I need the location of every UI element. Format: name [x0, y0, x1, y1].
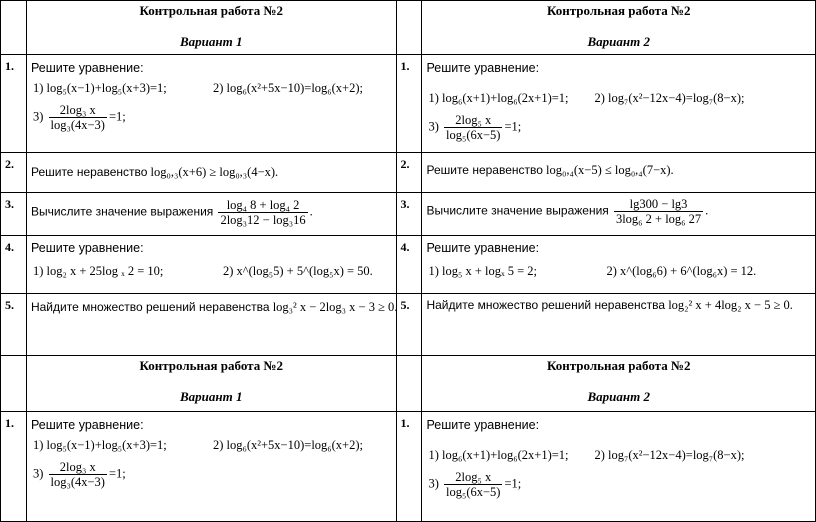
- inequality: log₀,₃(x+6) ≥ log₀,₃(4−x).: [150, 165, 279, 179]
- inequality: log₂² x + 4log₂ x − 5 ≥ 0.: [668, 298, 793, 312]
- task-2-v1: [26, 153, 396, 193]
- header-cell-v2: [422, 356, 816, 412]
- header-cell-v1: [26, 1, 396, 55]
- task-number: 1.: [1, 412, 27, 522]
- task-prompt: Решите уравнение:: [30, 61, 144, 75]
- task-prompt: Вычислите значение выражения: [30, 204, 214, 219]
- test-title: Контрольная работа №2: [139, 358, 284, 373]
- task-number: 3.: [396, 193, 422, 236]
- task-3-v1: Вычислите значение выражения $\frac{\text{log₄ 8 + log₄ 2}}{\text{2log₃12 − log₃16}}$ .: [26, 193, 396, 236]
- task-1-v1: [26, 55, 396, 153]
- task-prompt: Вычислите значение выражения: [426, 203, 609, 218]
- task-1-v2: [422, 55, 816, 153]
- task-number: 5.: [396, 294, 422, 356]
- task-prompt: Решите уравнение:: [30, 418, 144, 432]
- task-number: 2.: [1, 153, 27, 193]
- task-prompt: Решите неравенство: [30, 165, 148, 179]
- inequality: log₃² x − 2log₃ x − 3 ≥ 0.: [272, 300, 398, 314]
- task-number: 1.: [396, 55, 422, 153]
- task-prompt: Решите уравнение:: [426, 61, 540, 75]
- equation-2: 2) log₇(x²−12x−4)=log₇(8−x);: [594, 91, 745, 105]
- test-title: Контрольная работа №2: [139, 3, 284, 18]
- equation-3: 3) $\frac{\text{2log₅ x}}{\text{log₅(6x−5)}}$ =1;: [428, 113, 522, 142]
- equation-1: 1) log₆(x+1)+log₆(2x+1)=1;: [428, 91, 569, 105]
- task-prompt: Решите уравнение:: [30, 241, 144, 255]
- task-1-v2-copy: [422, 412, 816, 522]
- task-prompt: Найдите множество решений неравенства: [30, 300, 270, 314]
- variant-label: Вариант 1: [179, 34, 243, 49]
- task-prompt: Решите уравнение:: [426, 241, 540, 255]
- equation-1: 1) log₂ x + 25log ₓ 2 = 10;: [32, 264, 164, 278]
- equation-1: 1) log₅(x−1)+log₅(x+3)=1;: [32, 438, 167, 452]
- task-prompt: Найдите множество решений неравенства: [426, 298, 666, 312]
- test-title: Контрольная работа №2: [546, 358, 691, 373]
- task-number: 4.: [1, 236, 27, 294]
- task-5-v2: [422, 294, 816, 356]
- variant-label: Вариант 1: [179, 389, 243, 404]
- task-4-v1: [26, 236, 396, 294]
- equation-2: 2) x^(log₅5) + 5^(log₅x) = 50.: [222, 264, 373, 278]
- task-number: 1.: [396, 412, 422, 522]
- header-cell-v1: [26, 356, 396, 412]
- task-number: 1.: [1, 55, 27, 153]
- task-number: 4.: [396, 236, 422, 294]
- equation-2: 2) log₆(x²+5x−10)=log₆(x+2);: [212, 438, 363, 452]
- expression-fraction: $\frac{\lg 300 - \lg 3}{\text{3log₆ 2 + log₆ 27}}$: [615, 197, 702, 226]
- expression-fraction: $\frac{\text{log₄ 8 + log₄ 2}}{\text{2log₃12 − log₃16}}$: [220, 198, 306, 227]
- inequality: log₀,₄(x−5) ≤ log₀,₄(7−x).: [546, 163, 674, 177]
- equation-2: 2) log₆(x²+5x−10)=log₆(x+2);: [212, 81, 363, 95]
- task-2-v2: [422, 153, 816, 193]
- variant-label: Вариант 2: [587, 34, 650, 49]
- test-title: Контрольная работа №2: [546, 3, 691, 18]
- task-4-v2: [422, 236, 816, 294]
- variant-label: Вариант 2: [587, 389, 650, 404]
- task-number: 2.: [396, 153, 422, 193]
- equation-1: 1) log₅(x−1)+log₅(x+3)=1;: [32, 81, 167, 95]
- task-prompt: Решите неравенство: [426, 163, 543, 177]
- equation-3: 3) $\frac{\text{2log₅ x}}{\text{log₅(6x−5)}}$ =1;: [428, 470, 522, 499]
- task-prompt: Решите уравнение:: [426, 418, 540, 432]
- equation-1: 1) log₅ x + logₓ 5 = 2;: [428, 264, 538, 278]
- task-1-v1-copy: [26, 412, 396, 522]
- task-number: 3.: [1, 193, 27, 236]
- header-cell-v2: [422, 1, 816, 55]
- task-number: 5.: [1, 294, 27, 356]
- equation-1: 1) log₆(x+1)+log₆(2x+1)=1;: [428, 448, 569, 462]
- task-3-v2: Вычислите значение выражения $\frac{\lg 300 - \lg 3}{\text{3log₆ 2 + log₆ 27}}$ .: [422, 193, 816, 236]
- equation-3: 3) $\frac{\text{2log₃ x}}{\text{log₃(4x−3)}}$ =1;: [32, 103, 126, 132]
- equation-2: 2) x^(log₆6) + 6^(log₆x) = 12.: [606, 264, 757, 278]
- equation-3: 3) $\frac{\text{2log₃ x}}{\text{log₃(4x−3)}}$ =1;: [32, 460, 126, 489]
- task-5-v1: [26, 294, 396, 356]
- equation-2: 2) log₇(x²−12x−4)=log₇(8−x);: [594, 448, 745, 462]
